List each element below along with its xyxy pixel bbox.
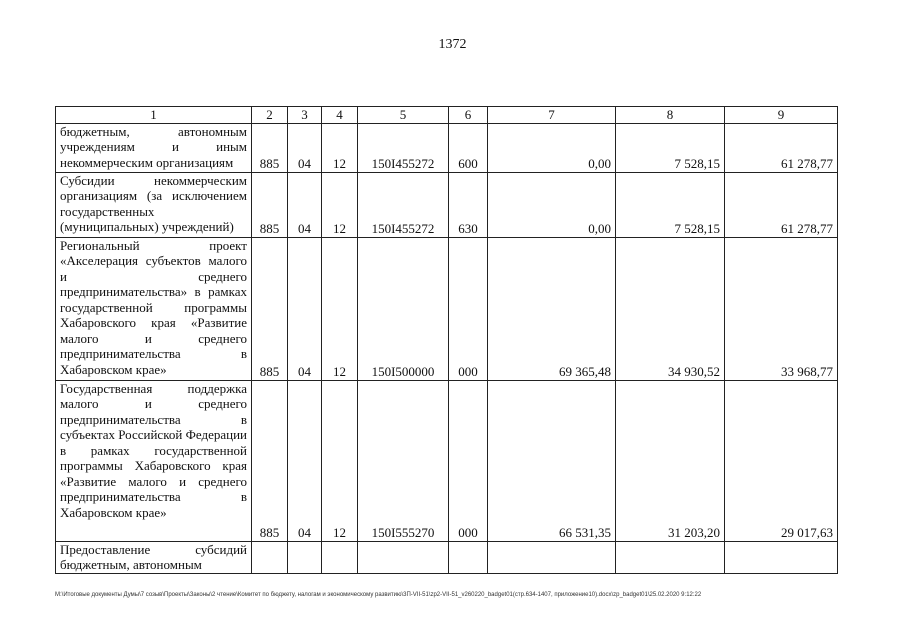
header-cell: 8	[616, 107, 725, 124]
row-subsection-code: 12	[322, 172, 358, 237]
row-ministry-code: 885	[252, 123, 288, 172]
table-row	[56, 172, 838, 237]
row-amount-7: 0,00	[488, 123, 616, 172]
budget-table	[55, 106, 838, 574]
header-cell: 2	[252, 107, 288, 124]
table-row	[56, 541, 838, 573]
row-subsection-code: 12	[322, 380, 358, 541]
row-amount-7	[488, 541, 616, 573]
row-amount-9: 61 278,77	[725, 123, 838, 172]
row-section-code	[288, 541, 322, 573]
row-section-code: 04	[288, 237, 322, 380]
row-subsection-code	[322, 541, 358, 573]
row-target-article: 150I500000	[358, 237, 449, 380]
row-name: бюджетным, автономным учреждениям и иным некоммерческим организациям	[56, 123, 252, 172]
row-expense-type: 000	[449, 380, 488, 541]
row-amount-9	[725, 541, 838, 573]
row-amount-8: 7 528,15	[616, 172, 725, 237]
row-name: Предоставление субсидий бюджетным, автономным	[56, 541, 252, 573]
header-cell: 6	[449, 107, 488, 124]
row-amount-8: 7 528,15	[616, 123, 725, 172]
row-amount-9: 29 017,63	[725, 380, 838, 541]
table-row	[56, 123, 838, 172]
header-cell: 9	[725, 107, 838, 124]
row-name: Региональный проект «Акселерация субъектов малого и среднего предпринимательства» в рамках государственной программы Хабаровского края «Развитие малого и среднего предпринимательства в Хабаровском крае»	[56, 237, 252, 380]
file-path-footer: M:\Итоговые документы Думы\7 созыв\Проекты\Законы\2 чтение\Комитет по бюджету, налогам и экономическому развитию\3П-VII-51\zp2-VII-51_v260220_badget01(стр.634-1407, приложение10).docx\zp_badget01\25.02.2020 9:12:22	[55, 592, 702, 598]
header-cell: 4	[322, 107, 358, 124]
header-cell: 7	[488, 107, 616, 124]
row-amount-7: 66 531,35	[488, 380, 616, 541]
table-header-row	[56, 107, 838, 124]
row-target-article: 150I555270	[358, 380, 449, 541]
row-subsection-code: 12	[322, 123, 358, 172]
row-expense-type: 000	[449, 237, 488, 380]
page-number: 1372	[438, 37, 467, 52]
row-amount-8	[616, 541, 725, 573]
table-row	[56, 237, 838, 380]
table-row	[56, 380, 838, 541]
row-name: Субсидии некоммерческим организациям (за исключением государственных (муниципальных) учреждений)	[56, 172, 252, 237]
row-name: Государственная поддержка малого и среднего предпринимательства в субъектах Российской Федерации в рамках государственной программы Хабаровского края «Развитие малого и среднего предпринимательства в Хабаровском крае»	[56, 380, 252, 541]
row-amount-9: 33 968,77	[725, 237, 838, 380]
row-ministry-code: 885	[252, 172, 288, 237]
row-ministry-code	[252, 541, 288, 573]
row-target-article	[358, 541, 449, 573]
row-subsection-code: 12	[322, 237, 358, 380]
header-cell: 5	[358, 107, 449, 124]
header-cell: 3	[288, 107, 322, 124]
row-expense-type	[449, 541, 488, 573]
row-amount-9: 61 278,77	[725, 172, 838, 237]
row-ministry-code: 885	[252, 380, 288, 541]
row-target-article: 150I455272	[358, 172, 449, 237]
row-expense-type: 630	[449, 172, 488, 237]
row-amount-8: 31 203,20	[616, 380, 725, 541]
row-target-article: 150I455272	[358, 123, 449, 172]
row-expense-type: 600	[449, 123, 488, 172]
row-amount-8: 34 930,52	[616, 237, 725, 380]
row-section-code: 04	[288, 380, 322, 541]
header-cell: 1	[56, 107, 252, 124]
row-amount-7: 69 365,48	[488, 237, 616, 380]
row-section-code: 04	[288, 172, 322, 237]
row-section-code: 04	[288, 123, 322, 172]
row-amount-7: 0,00	[488, 172, 616, 237]
row-ministry-code: 885	[252, 237, 288, 380]
